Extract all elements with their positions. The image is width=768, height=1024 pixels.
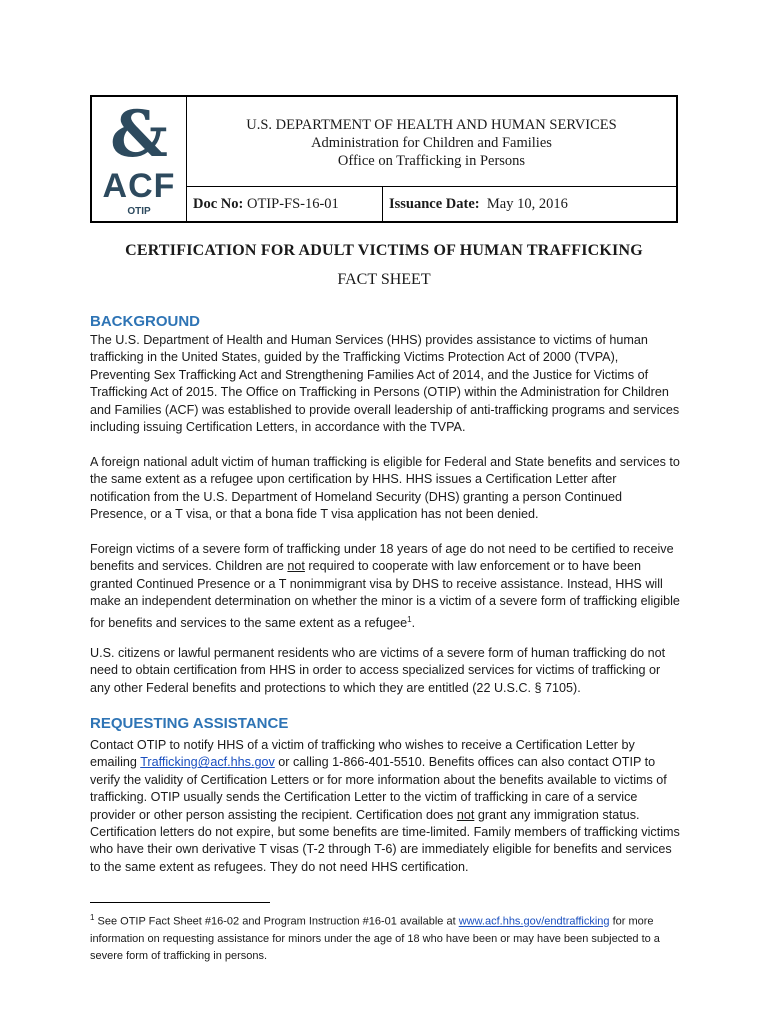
background-paragraph-3: Foreign victims of a severe form of trafficking under 18 years of age do not need to be certified to receive benefits and services. Children are not required to cooperate with law enforcement or to have been granted Continued Presence or a T nonimmigrant visa by DHS to receive assistance. Instead, HHS will make an independent determination on whether the minor is a victim of a severe form of trafficking eligible for benefits and services to the same extent as a refugee$^1$. <box>90 542 680 630</box>
footnote-number: 1 <box>90 913 95 922</box>
background-section <box>90 332 680 436</box>
issuance-date-value: May 10, 2016 <box>486 195 568 212</box>
emphasis-not: not <box>456 807 475 822</box>
email-link[interactable]: Trafficking@acf.hhs.gov <box>140 755 275 770</box>
footnote-ref[interactable]: 1 <box>407 614 412 624</box>
background-paragraph-4-wrap <box>90 645 680 697</box>
footnote: $^1$ See OTIP Fact Sheet #16-02 and Program Instruction #16-01 available at www.acf.hhs.gov/endtrafficking for more information on requesting assistance for minors under the age of 18 who have been or may have been subjected to a severe form of trafficking in persons. <box>90 913 660 962</box>
background-paragraph-3-wrap <box>90 541 680 632</box>
issuance-date-label: Issuance Date: <box>389 195 480 212</box>
document-subtitle: FACT SHEET <box>337 271 431 288</box>
issuance-date-cell <box>383 187 676 221</box>
background-paragraph-2-wrap <box>90 454 680 524</box>
logo-subtext: OTIP <box>127 206 151 217</box>
requesting-assistance-section <box>90 737 680 876</box>
document-header <box>90 95 678 223</box>
document-title: CERTIFICATION FOR ADULT VICTIMS OF HUMAN TRAFFICKING <box>125 242 643 259</box>
emphasis-not: not <box>287 559 305 574</box>
doc-number-label: Doc No: <box>193 195 244 212</box>
endtrafficking-link[interactable]: www.acf.hhs.gov/endtrafficking <box>458 915 610 928</box>
acf-logo <box>92 97 187 221</box>
doc-number-value: OTIP-FS-16-01 <box>246 195 339 212</box>
requesting-assistance-heading: REQUESTING ASSISTANCE <box>90 715 289 732</box>
agency-administration: Administration for Children and Families <box>311 134 552 151</box>
background-heading: BACKGROUND <box>90 313 200 330</box>
agency-department: U.S. DEPARTMENT OF HEALTH AND HUMAN SERVICES <box>246 116 617 133</box>
agency-office: Office on Trafficking in Persons <box>337 152 526 169</box>
footnote-divider <box>90 902 270 903</box>
background-paragraph-1: The U.S. Department of Health and Human Services (HHS) provides assistance to victims of human trafficking in the United States, guided by the Trafficking Victims Protection Act of 2000 (TVPA), Preventing Sex Trafficking Act and Strengthening Families Act of 2014, and the Justice for Victims of Trafficking Act of 2015. The Office on Trafficking in Persons (OTIP) within the Administration for Children and Families (ACF) was established to provide overall leadership of anti-trafficking programs and services including issuing Certification Letters, in accordance with the TVPA. <box>90 333 680 435</box>
doc-number-cell <box>187 187 383 221</box>
background-paragraph-4: U.S. citizens or lawful permanent residents who are victims of a severe form of human trafficking do not need to obtain certification from HHS in order to access specialized services for victims of trafficking or any other Federal benefits and protections to which they are entitled (22 U.S.C. § 7105). <box>90 646 666 695</box>
background-paragraph-2: A foreign national adult victim of human trafficking is eligible for Federal and State benefits and services to the same extent as a refugee upon certification by HHS. HHS issues a Certification Letter after notification from the U.S. Department of Homeland Security (DHS) granting a person Continued Presence, or a T visa, or that a bona fide T visa application has not been denied. <box>90 455 680 522</box>
requesting-paragraph: Contact OTIP to notify HHS of a victim of trafficking who wishes to receive a Certification Letter by emailing Trafficking@acf.hhs.gov or calling 1-866-401-5510. Benefits offices can also contact OTIP to verify the validity of Certification Letters or for more information about the benefits available to victims of trafficking. OTIP usually sends the Certification Letter to the victim of trafficking in care of a service provider or other person assisting the recipient. Certification does not grant any immigration status. Certification letters do not expire, but some benefits are time-limited. Family members of trafficking victims who have their own derivative T visas (T-2 through T-6) are immediately eligible for benefits and services to the same extent as refugees. They do not need HHS certification. <box>90 738 680 874</box>
ampersand-icon: & <box>110 97 168 172</box>
logo-wordmark: ACF <box>102 167 176 205</box>
agency-block <box>187 97 676 187</box>
